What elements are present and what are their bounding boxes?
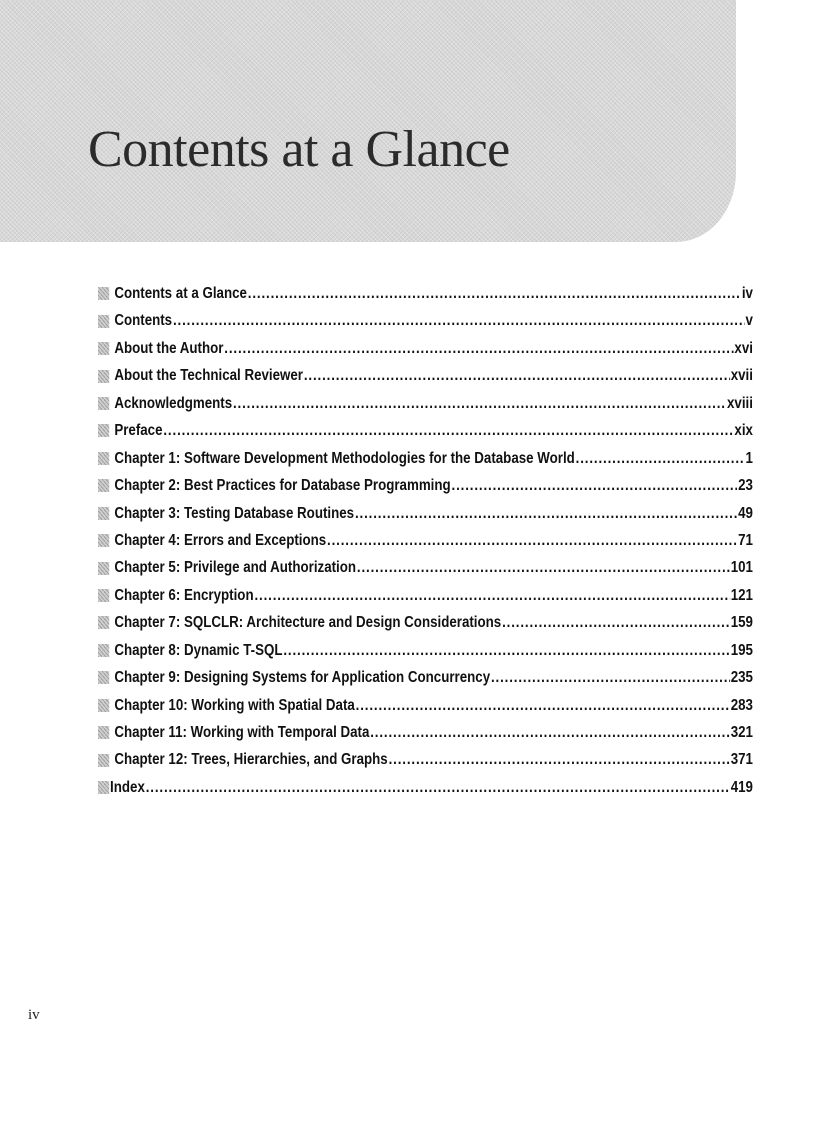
toc-entry-title: About the Technical Reviewer xyxy=(114,367,303,385)
toc-page-number: 159 xyxy=(730,614,753,632)
dot-leader xyxy=(491,664,730,691)
toc-entry-chapter-12[interactable] xyxy=(98,746,753,773)
square-bullet-icon xyxy=(98,507,109,520)
dot-leader xyxy=(357,554,730,581)
toc-entry-chapter-9[interactable] xyxy=(98,664,753,691)
toc-page-number: iv xyxy=(741,285,753,302)
toc-page-number: 49 xyxy=(738,504,753,522)
square-bullet-icon xyxy=(98,452,109,465)
toc-entry-contents-at-a-glance[interactable] xyxy=(98,280,753,307)
toc-entry-index[interactable] xyxy=(98,774,753,801)
toc-entry-chapter-5[interactable] xyxy=(98,554,753,581)
toc-page-number: 23 xyxy=(738,477,753,495)
toc-page-number: 321 xyxy=(730,724,753,741)
toc-entry-title: Preface xyxy=(114,422,163,440)
toc-page-number: 419 xyxy=(730,778,753,796)
toc-page-number: 283 xyxy=(730,696,753,714)
dot-leader xyxy=(304,362,730,389)
toc-entry-title: Chapter 3: Testing Database Routines xyxy=(114,504,355,522)
toc-entry-title: Chapter 2: Best Practices for Database Programming xyxy=(114,477,451,495)
toc-page-number: v xyxy=(745,312,753,330)
toc-page-number: 71 xyxy=(738,531,753,549)
toc-entry-title: Chapter 10: Working with Spatial Data xyxy=(114,696,355,714)
dot-leader xyxy=(502,609,730,636)
toc-entry-chapter-8[interactable] xyxy=(98,637,753,664)
toc-entry-title: Chapter 11: Working with Temporal Data xyxy=(114,724,370,741)
toc-entry-chapter-10[interactable] xyxy=(98,692,753,719)
toc-entry-chapter-3[interactable] xyxy=(98,500,753,527)
toc-entry-title: Chapter 7: SQLCLR: Architecture and Design Considerations xyxy=(114,614,502,632)
toc-page-number: 195 xyxy=(730,641,753,659)
dot-leader xyxy=(163,417,733,444)
dot-leader xyxy=(248,280,741,307)
dot-leader xyxy=(146,774,730,801)
toc-page-number: 121 xyxy=(730,586,753,604)
square-bullet-icon xyxy=(98,699,109,712)
square-bullet-icon xyxy=(98,754,109,767)
toc-entry-chapter-1[interactable] xyxy=(98,445,753,472)
dot-leader xyxy=(370,719,730,746)
dot-leader xyxy=(254,582,729,609)
dot-leader xyxy=(576,445,745,472)
toc-page-number: xvi xyxy=(734,339,753,357)
toc-entry-title: Chapter 6: Encryption xyxy=(114,586,254,604)
square-bullet-icon xyxy=(98,534,109,547)
toc-entry-about-the-author[interactable] xyxy=(98,335,753,362)
toc-page-number: xix xyxy=(734,422,753,440)
square-bullet-icon xyxy=(98,562,109,575)
page-title: Contents at a Glance xyxy=(88,121,510,178)
square-bullet-icon xyxy=(98,424,109,437)
toc-entry-chapter-6[interactable] xyxy=(98,582,753,609)
toc-page-number: 1 xyxy=(745,449,753,467)
toc-entry-title: Chapter 9: Designing Systems for Application Concurrency xyxy=(114,669,491,687)
toc-entry-title: Chapter 12: Trees, Hierarchies, and Graphs xyxy=(114,751,388,769)
square-bullet-icon xyxy=(98,315,109,328)
toc-entry-acknowledgments[interactable] xyxy=(98,390,753,417)
toc-entry-title: Index xyxy=(110,778,145,796)
square-bullet-icon xyxy=(98,616,109,629)
toc-entry-title: Acknowledgments xyxy=(114,394,233,412)
square-bullet-icon xyxy=(98,781,109,794)
toc-entry-chapter-4[interactable] xyxy=(98,527,753,554)
dot-leader xyxy=(224,335,733,362)
toc-entry-title: Contents at a Glance xyxy=(114,285,247,302)
toc-entry-contents[interactable] xyxy=(98,307,753,334)
toc-entry-preface[interactable] xyxy=(98,417,753,444)
toc-entry-title: Chapter 5: Privilege and Authorization xyxy=(114,559,357,577)
toc-entry-title: Contents xyxy=(114,312,173,330)
dot-leader xyxy=(173,307,745,334)
dot-leader xyxy=(327,527,737,554)
folio-page-number: iv xyxy=(28,1007,40,1023)
toc-entry-about-the-technical-reviewer[interactable] xyxy=(98,362,753,389)
dot-leader xyxy=(389,746,730,773)
dot-leader xyxy=(355,500,737,527)
table-of-contents xyxy=(98,280,753,801)
toc-page-number: 371 xyxy=(730,751,753,769)
toc-entry-title: Chapter 1: Software Development Methodologies for the Database World xyxy=(114,449,575,467)
square-bullet-icon xyxy=(98,479,109,492)
square-bullet-icon xyxy=(98,342,109,355)
toc-page-number: xvii xyxy=(730,367,753,385)
toc-entry-chapter-11[interactable] xyxy=(98,719,753,746)
toc-entry-title: Chapter 4: Errors and Exceptions xyxy=(114,531,327,549)
square-bullet-icon xyxy=(98,397,109,410)
toc-entry-title: Chapter 8: Dynamic T-SQL xyxy=(114,641,283,659)
dot-leader xyxy=(283,637,730,664)
square-bullet-icon xyxy=(98,287,109,300)
toc-page-number: xviii xyxy=(727,394,753,412)
square-bullet-icon xyxy=(98,671,109,684)
square-bullet-icon xyxy=(98,726,109,739)
toc-page-number: 101 xyxy=(730,559,753,577)
toc-page-number: 235 xyxy=(730,669,753,687)
toc-entry-title: About the Author xyxy=(114,339,224,357)
toc-entry-chapter-2[interactable] xyxy=(98,472,753,499)
square-bullet-icon xyxy=(98,644,109,657)
dot-leader xyxy=(356,692,730,719)
square-bullet-icon xyxy=(98,589,109,602)
toc-entry-chapter-7[interactable] xyxy=(98,609,753,636)
dot-leader xyxy=(452,472,738,499)
square-bullet-icon xyxy=(98,370,109,383)
dot-leader xyxy=(233,390,726,417)
